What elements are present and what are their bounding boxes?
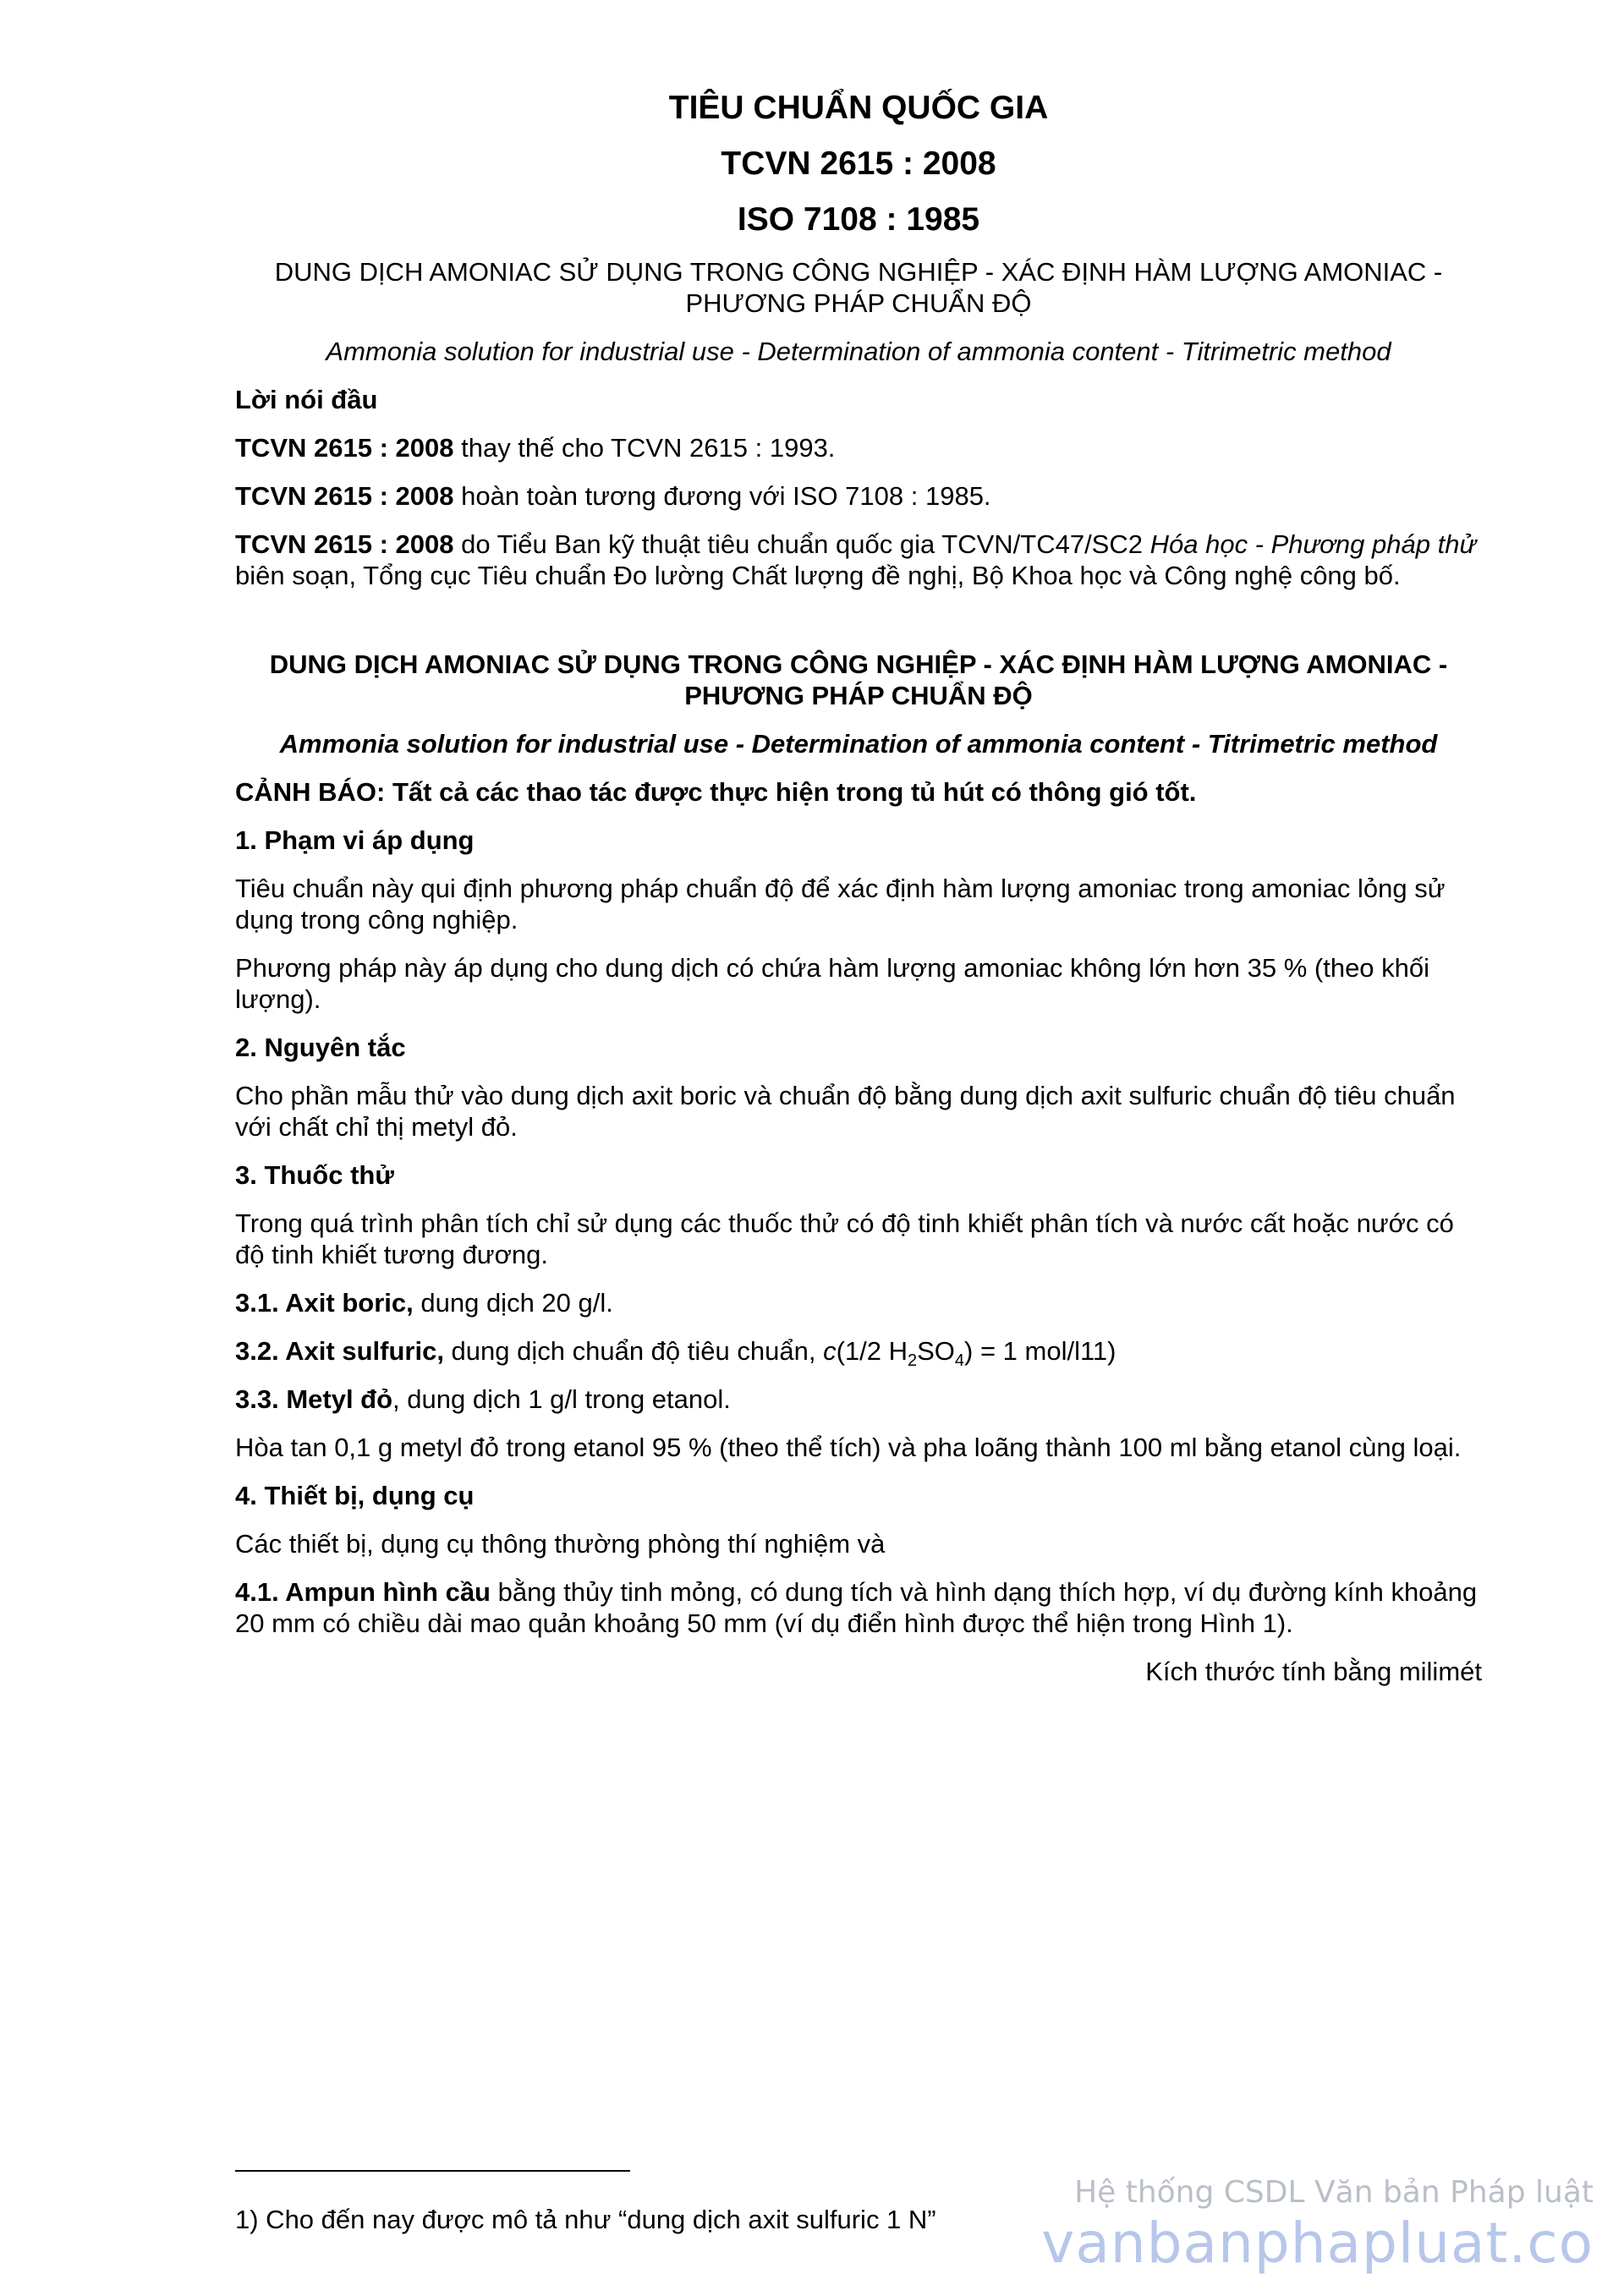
text: ) = 1 mol/l11) [964, 1336, 1116, 1366]
standard-ref: TCVN 2615 : 2008 [235, 481, 454, 511]
standard-ref: TCVN 2615 : 2008 [235, 529, 454, 559]
document-body [235, 89, 1482, 1704]
foreword-paragraph-1 [235, 432, 1482, 463]
clause-label: 3.1. Axit boric, [235, 1288, 414, 1318]
text: bằng thủy tinh mỏng, có dung tích và hình dạng thích hợp, ví dụ đường kính khoảng 20 mm có chiều dài mao quản khoảng 50 mm (ví dụ điển hình được thể hiện trong Hình 1). [235, 1577, 1478, 1638]
section-4-heading: 4. Thiết bị, dụng cụ [235, 1481, 475, 1510]
section-3-1 [235, 1287, 1482, 1318]
subtitle-english: Ammonia solution for industrial use - Determination of ammonia content - Titrimetric method [326, 337, 1391, 366]
foreword-heading: Lời nói đầu [235, 385, 378, 414]
text: (1/2 H [836, 1336, 908, 1366]
main-title-english: Ammonia solution for industrial use - Determination of ammonia content - Titrimetric method [279, 729, 1438, 759]
text: dung dịch 20 g/l. [413, 1288, 613, 1318]
section-2-paragraph-1: Cho phần mẫu thử vào dung dịch axit boric và chuẩn độ bằng dung dịch axit sulfuric chuẩn độ tiêu chuẩn với chất chỉ thị metyl đỏ. [235, 1081, 1456, 1142]
subtitle-vietnamese: DUNG DỊCH AMONIAC SỬ DỤNG TRONG CÔNG NGHIỆP - XÁC ĐỊNH HÀM LƯỢNG AMONIAC - PHƯƠNG PHÁP CHUẨN ĐỘ [274, 257, 1443, 318]
text: SO [917, 1336, 955, 1366]
iso-code: ISO 7108 : 1985 [737, 201, 980, 238]
main-title-vietnamese: DUNG DỊCH AMONIAC SỬ DỤNG TRONG CÔNG NGHIỆP - XÁC ĐỊNH HÀM LƯỢNG AMONIAC - PHƯƠNG PHÁP CHUẨN ĐỘ [269, 649, 1448, 710]
watermark-line-2: vanbanphapluat.co [1041, 2211, 1594, 2276]
clause-label: 3.2. Axit sulfuric, [235, 1336, 444, 1366]
warning: CẢNH BÁO: Tất cả các thao tác được thực hiện trong tủ hút có thông gió tốt. [235, 777, 1197, 807]
section-4-1 [235, 1576, 1482, 1639]
watermark-line-1: Hệ thống CSDL Văn bản Pháp luật [1074, 2175, 1594, 2210]
subscript: 4 [954, 1351, 965, 1371]
text: dung dịch chuẩn độ tiêu chuẩn, [443, 1336, 824, 1366]
text: do Tiểu Ban kỹ thuật tiêu chuẩn quốc gia TCVN/TC47/SC2 [453, 529, 1150, 559]
standard-ref: TCVN 2615 : 2008 [235, 433, 454, 463]
spacer [235, 608, 1482, 649]
dimension-note: Kích thước tính bằng milimét [1145, 1657, 1482, 1686]
text: biên soạn, Tổng cục Tiêu chuẩn Đo lường Chất lượng đề nghị, Bộ Khoa học và Công nghệ công bố. [235, 561, 1401, 590]
section-3-3 [235, 1384, 1482, 1415]
section-4-paragraph-1: Các thiết bị, dụng cụ thông thường phòng thí nghiệm và [235, 1529, 886, 1559]
concentration-symbol: c [823, 1336, 837, 1366]
section-2-heading: 2. Nguyên tắc [235, 1033, 406, 1062]
text-italic: Hóa học - Phương pháp thử [1149, 529, 1477, 559]
section-3-3-paragraph-2: Hòa tan 0,1 g metyl đỏ trong etanol 95 % (theo thể tích) và pha loãng thành 100 ml bằng etanol cùng loại. [235, 1433, 1462, 1462]
section-1-heading: 1. Phạm vi áp dụng [235, 825, 475, 855]
section-1-paragraph-2: Phương pháp này áp dụng cho dung dịch có chứa hàm lượng amoniac không lớn hơn 35 % (theo khối lượng). [235, 953, 1430, 1014]
standard-code: TCVN 2615 : 2008 [721, 145, 996, 182]
section-1-paragraph-1: Tiêu chuẩn này qui định phương pháp chuẩn độ để xác định hàm lượng amoniac trong amoniac lỏng sử dụng trong công nghiệp. [235, 874, 1446, 934]
section-3-heading: 3. Thuốc thử [235, 1160, 394, 1190]
foreword-paragraph-3 [235, 529, 1482, 591]
subscript: 2 [907, 1351, 918, 1371]
section-3-2 [235, 1335, 1482, 1371]
standard-title: TIÊU CHUẨN QUỐC GIA [668, 90, 1049, 126]
text: , dung dịch 1 g/l trong etanol. [392, 1384, 731, 1414]
clause-label: 4.1. Ampun hình cầu [235, 1577, 491, 1607]
footnote-separator [235, 2170, 630, 2172]
clause-label: 3.3. Metyl đỏ [235, 1384, 393, 1414]
foreword-paragraph-2 [235, 480, 1482, 512]
text: thay thế cho TCVN 2615 : 1993. [453, 433, 836, 463]
section-3-paragraph-1: Trong quá trình phân tích chỉ sử dụng các thuốc thử có độ tinh khiết phân tích và nước cất hoặc nước có độ tinh khiết tương đương. [235, 1208, 1454, 1269]
footnote: 1) Cho đến nay được mô tả như “dung dịch axit sulfuric 1 N” [235, 2205, 936, 2234]
text: hoàn toàn tương đương với ISO 7108 : 1985. [453, 481, 991, 511]
